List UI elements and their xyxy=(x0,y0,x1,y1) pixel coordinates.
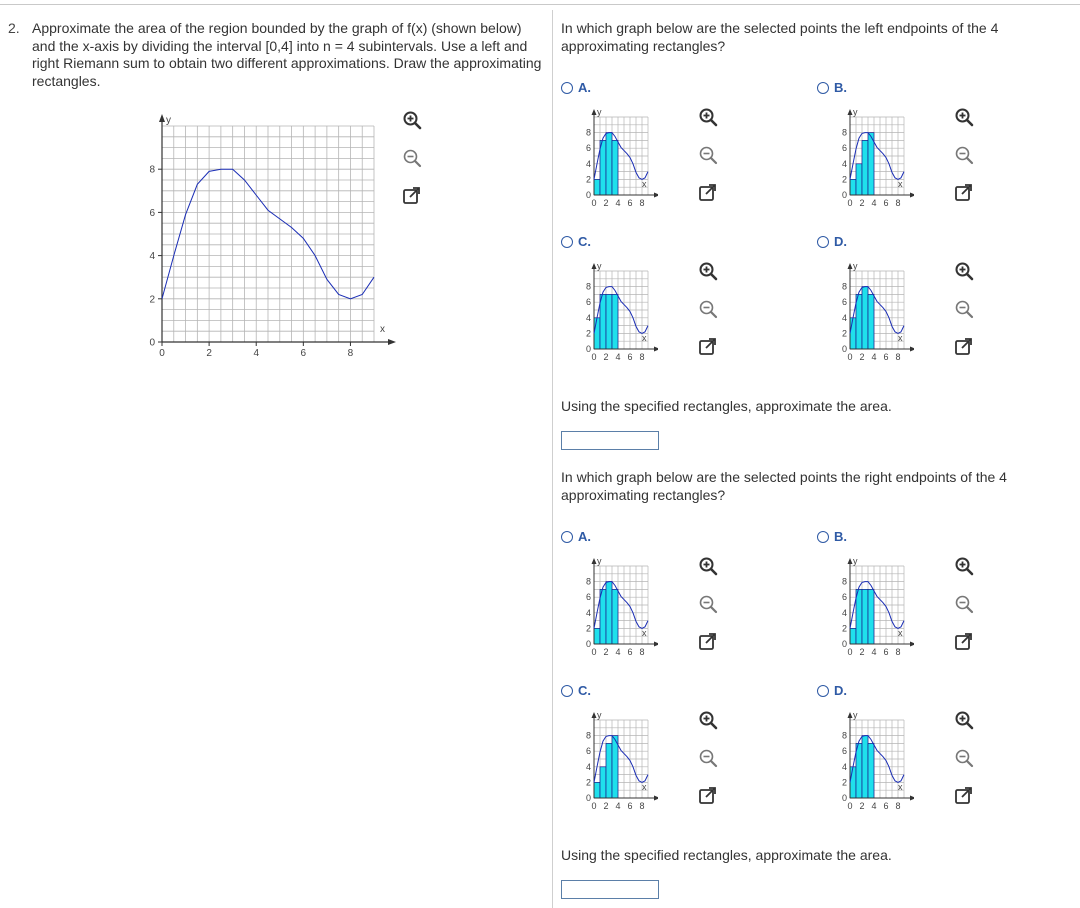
approx-rectangle xyxy=(850,628,856,644)
grid xyxy=(162,126,374,342)
y-tick-label: 0 xyxy=(841,190,847,200)
y-tick-label: 0 xyxy=(585,344,591,354)
x-tick-label: 8 xyxy=(639,198,645,208)
option-label: A. xyxy=(578,529,591,544)
y-tick-label: 4 xyxy=(841,158,847,169)
question-text: Approximate the area of the region bounded by the graph of f(x) (shown below) and the x-axis by dividing the interval [0,4] into n = 4 subintervals. Use a left and right Riemann sum to obtain two different approximations. Draw the approximating rectangles. xyxy=(32,20,542,89)
zoom-out-icon[interactable] xyxy=(952,143,976,167)
y-axis-label: y xyxy=(853,556,858,566)
x-axis-label: x xyxy=(642,782,647,792)
y-tick-label: 8 xyxy=(585,281,591,292)
x-tick-label: 0 xyxy=(847,352,853,362)
approx-rectangle xyxy=(606,582,612,644)
y-tick-label: 0 xyxy=(585,639,591,649)
option-label: C. xyxy=(578,234,591,249)
y-tick-label: 6 xyxy=(585,143,591,154)
approx-rectangle xyxy=(868,294,874,349)
x-axis-label: x xyxy=(898,628,903,638)
x-tick-label: 8 xyxy=(895,801,901,811)
y-tick-label: 4 xyxy=(585,158,591,169)
radio-button[interactable] xyxy=(817,531,829,543)
right-area-answer-input[interactable] xyxy=(561,880,659,899)
y-axis-label: y xyxy=(853,261,858,271)
x-axis-arrow xyxy=(388,339,396,345)
y-tick-label: 6 xyxy=(585,592,591,603)
right-option-c[interactable] xyxy=(561,683,591,698)
radio-button[interactable] xyxy=(817,685,829,697)
right-option-d[interactable] xyxy=(817,683,847,698)
zoom-out-icon[interactable] xyxy=(952,746,976,770)
x-tick-label: 6 xyxy=(883,198,889,208)
x-tick-label: 4 xyxy=(615,647,621,657)
popout-icon[interactable] xyxy=(952,630,976,654)
y-axis-label: y xyxy=(597,556,602,566)
radio-button[interactable] xyxy=(817,82,829,94)
x-tick-label: 6 xyxy=(627,352,633,362)
x-tick-label: 2 xyxy=(859,352,865,362)
x-tick-label: 0 xyxy=(591,647,597,657)
approx-rectangle xyxy=(862,140,868,195)
approx-rectangle xyxy=(862,287,868,349)
approx-rectangle xyxy=(856,743,862,798)
y-tick-label: 0 xyxy=(585,793,591,803)
y-tick-label: 4 xyxy=(841,761,847,772)
y-axis-label: y xyxy=(853,710,858,720)
y-tick-label: 2 xyxy=(149,294,155,306)
zoom-out-icon[interactable] xyxy=(696,592,720,616)
x-tick-label: 0 xyxy=(847,647,853,657)
y-tick-label: 6 xyxy=(841,746,847,757)
x-tick-label: 2 xyxy=(859,647,865,657)
approx-rectangle xyxy=(612,589,618,644)
y-tick-label: 8 xyxy=(585,730,591,741)
zoom-in-icon[interactable] xyxy=(400,108,424,132)
left-option-a[interactable] xyxy=(561,80,591,95)
approx-rectangle xyxy=(850,767,856,798)
popout-icon[interactable] xyxy=(696,630,720,654)
x-tick-label: 0 xyxy=(847,198,853,208)
popout-icon[interactable] xyxy=(952,784,976,808)
approx-rectangle xyxy=(606,743,612,798)
x-tick-label: 6 xyxy=(883,647,889,657)
x-tick-label: 4 xyxy=(253,348,260,359)
x-axis-label: x xyxy=(380,324,385,335)
x-tick-label: 6 xyxy=(883,352,889,362)
option-label: D. xyxy=(834,234,847,249)
x-tick-label: 4 xyxy=(871,198,877,208)
option-label: D. xyxy=(834,683,847,698)
x-axis-label: x xyxy=(642,628,647,638)
x-tick-label: 2 xyxy=(603,198,609,208)
x-tick-label: 4 xyxy=(871,352,877,362)
y-tick-label: 4 xyxy=(149,251,155,263)
y-tick-label: 8 xyxy=(841,127,847,138)
left-b-graph xyxy=(814,101,914,215)
popout-icon[interactable] xyxy=(696,335,720,359)
radio-button[interactable] xyxy=(561,531,573,543)
x-tick-label: 8 xyxy=(895,198,901,208)
zoom-in-icon[interactable] xyxy=(952,554,976,578)
left-c-graph xyxy=(558,255,658,369)
x-tick-label: 8 xyxy=(895,352,901,362)
approx-rectangle xyxy=(594,782,600,798)
right-option-a[interactable] xyxy=(561,529,591,544)
zoom-in-icon[interactable] xyxy=(952,708,976,732)
x-axis-label: x xyxy=(642,179,647,189)
y-tick-label: 2 xyxy=(585,777,591,788)
x-tick-label: 0 xyxy=(591,801,597,811)
x-tick-label: 6 xyxy=(883,801,889,811)
approx-rectangle xyxy=(600,140,606,195)
approx-rectangle xyxy=(600,294,606,349)
approx-rectangle xyxy=(612,140,618,195)
x-tick-label: 4 xyxy=(615,198,621,208)
zoom-in-icon[interactable] xyxy=(952,105,976,129)
x-tick-label: 6 xyxy=(300,348,307,359)
approx-rectangle xyxy=(856,589,862,644)
approx-rectangle xyxy=(868,133,874,195)
zoom-in-icon[interactable] xyxy=(696,105,720,129)
option-label: B. xyxy=(834,80,847,95)
radio-button[interactable] xyxy=(561,236,573,248)
y-tick-label: 6 xyxy=(841,297,847,308)
right-b-graph xyxy=(814,550,914,664)
y-tick-label: 8 xyxy=(585,127,591,138)
x-tick-label: 8 xyxy=(639,647,645,657)
radio-button[interactable] xyxy=(561,685,573,697)
y-tick-label: 8 xyxy=(841,281,847,292)
popout-icon[interactable] xyxy=(696,181,720,205)
approx-rectangle xyxy=(606,133,612,195)
popout-icon[interactable] xyxy=(696,784,720,808)
zoom-out-icon[interactable] xyxy=(696,746,720,770)
zoom-out-icon[interactable] xyxy=(696,297,720,321)
left-option-c[interactable] xyxy=(561,234,591,249)
zoom-out-icon[interactable] xyxy=(696,143,720,167)
y-tick-label: 8 xyxy=(841,730,847,741)
approx-rectangle xyxy=(594,628,600,644)
right-c-graph xyxy=(558,704,658,818)
y-tick-label: 2 xyxy=(841,328,847,339)
y-tick-label: 6 xyxy=(841,592,847,603)
question-number: 2. xyxy=(8,20,20,36)
right-option-b[interactable] xyxy=(817,529,847,544)
x-tick-label: 8 xyxy=(639,801,645,811)
zoom-out-icon[interactable] xyxy=(952,592,976,616)
column-divider xyxy=(552,10,553,908)
right-endpoint-prompt: In which graph below are the selected points the right endpoints of the 4 approximating rectangles? xyxy=(561,469,1007,503)
x-tick-label: 8 xyxy=(895,647,901,657)
left-area-prompt: Using the specified rectangles, approximate the area. xyxy=(561,398,892,414)
zoom-out-icon[interactable] xyxy=(952,297,976,321)
left-endpoint-prompt: In which graph below are the selected points the left endpoints of the 4 approximating rectangles? xyxy=(561,20,999,54)
approx-rectangle xyxy=(606,294,612,349)
option-label: A. xyxy=(578,80,591,95)
y-axis-label: y xyxy=(597,710,602,720)
y-tick-label: 8 xyxy=(585,576,591,587)
y-tick-label: 4 xyxy=(585,607,591,618)
popout-icon[interactable] xyxy=(952,181,976,205)
y-axis-arrow xyxy=(159,114,165,122)
main-graph xyxy=(140,104,400,360)
option-label: B. xyxy=(834,529,847,544)
y-tick-label: 4 xyxy=(841,312,847,323)
y-axis-label: y xyxy=(853,107,858,117)
left-option-b[interactable] xyxy=(817,80,847,95)
y-tick-label: 4 xyxy=(585,312,591,323)
x-tick-label: 4 xyxy=(871,647,877,657)
approx-rectangle xyxy=(862,736,868,798)
popout-icon[interactable] xyxy=(952,335,976,359)
x-tick-label: 2 xyxy=(206,348,212,359)
popout-icon[interactable] xyxy=(400,184,424,208)
approx-rectangle xyxy=(594,318,600,349)
left-area-answer-input[interactable] xyxy=(561,431,659,450)
y-tick-label: 2 xyxy=(585,623,591,634)
x-tick-label: 2 xyxy=(603,647,609,657)
y-tick-label: 4 xyxy=(585,761,591,772)
left-a-graph xyxy=(558,101,658,215)
top-divider xyxy=(0,4,1080,5)
approx-rectangle xyxy=(594,179,600,195)
y-axis-label: y xyxy=(597,261,602,271)
y-tick-label: 6 xyxy=(841,143,847,154)
approx-rectangle xyxy=(868,589,874,644)
right-area-prompt: Using the specified rectangles, approximate the area. xyxy=(561,847,892,863)
approx-rectangle xyxy=(850,179,856,195)
approx-rectangle xyxy=(600,589,606,644)
approx-rectangle xyxy=(600,767,606,798)
zoom-in-icon[interactable] xyxy=(696,708,720,732)
approx-rectangle xyxy=(612,736,618,798)
y-tick-label: 8 xyxy=(149,164,155,176)
x-tick-label: 2 xyxy=(859,801,865,811)
y-axis-label: y xyxy=(166,115,171,126)
y-tick-label: 2 xyxy=(841,623,847,634)
x-tick-label: 4 xyxy=(615,801,621,811)
x-tick-label: 4 xyxy=(615,352,621,362)
y-tick-label: 6 xyxy=(585,297,591,308)
left-option-d[interactable] xyxy=(817,234,847,249)
x-axis-label: x xyxy=(898,179,903,189)
zoom-in-icon[interactable] xyxy=(696,259,720,283)
x-tick-label: 0 xyxy=(591,352,597,362)
x-axis-label: x xyxy=(898,782,903,792)
y-tick-label: 0 xyxy=(149,337,155,349)
y-tick-label: 2 xyxy=(585,328,591,339)
x-tick-label: 2 xyxy=(603,352,609,362)
x-tick-label: 2 xyxy=(603,801,609,811)
y-tick-label: 8 xyxy=(841,576,847,587)
y-tick-label: 4 xyxy=(841,607,847,618)
x-tick-label: 0 xyxy=(591,198,597,208)
x-axis-label: x xyxy=(898,333,903,343)
y-tick-label: 0 xyxy=(841,639,847,649)
y-tick-label: 6 xyxy=(585,746,591,757)
x-tick-label: 2 xyxy=(859,198,865,208)
approx-rectangle xyxy=(612,294,618,349)
approx-rectangle xyxy=(850,318,856,349)
radio-button[interactable] xyxy=(561,82,573,94)
approx-rectangle xyxy=(856,164,862,195)
y-tick-label: 0 xyxy=(841,793,847,803)
y-tick-label: 6 xyxy=(149,207,155,219)
radio-button[interactable] xyxy=(817,236,829,248)
x-tick-label: 6 xyxy=(627,647,633,657)
y-tick-label: 2 xyxy=(841,174,847,185)
approx-rectangle xyxy=(856,294,862,349)
zoom-in-icon[interactable] xyxy=(952,259,976,283)
y-tick-label: 0 xyxy=(841,344,847,354)
zoom-in-icon[interactable] xyxy=(696,554,720,578)
left-d-graph xyxy=(814,255,914,369)
y-axis-label: y xyxy=(597,107,602,117)
option-label: C. xyxy=(578,683,591,698)
right-d-graph xyxy=(814,704,914,818)
x-tick-label: 6 xyxy=(627,801,633,811)
approx-rectangle xyxy=(868,743,874,798)
x-tick-label: 8 xyxy=(347,348,354,359)
right-a-graph xyxy=(558,550,658,664)
x-tick-label: 0 xyxy=(847,801,853,811)
x-tick-label: 4 xyxy=(871,801,877,811)
x-tick-label: 6 xyxy=(627,198,633,208)
zoom-out-icon[interactable] xyxy=(400,146,424,170)
y-tick-label: 0 xyxy=(585,190,591,200)
x-tick-label: 0 xyxy=(159,348,165,359)
y-tick-label: 2 xyxy=(585,174,591,185)
y-tick-label: 2 xyxy=(841,777,847,788)
x-axis-label: x xyxy=(642,333,647,343)
x-tick-label: 8 xyxy=(639,352,645,362)
approx-rectangle xyxy=(862,589,868,644)
